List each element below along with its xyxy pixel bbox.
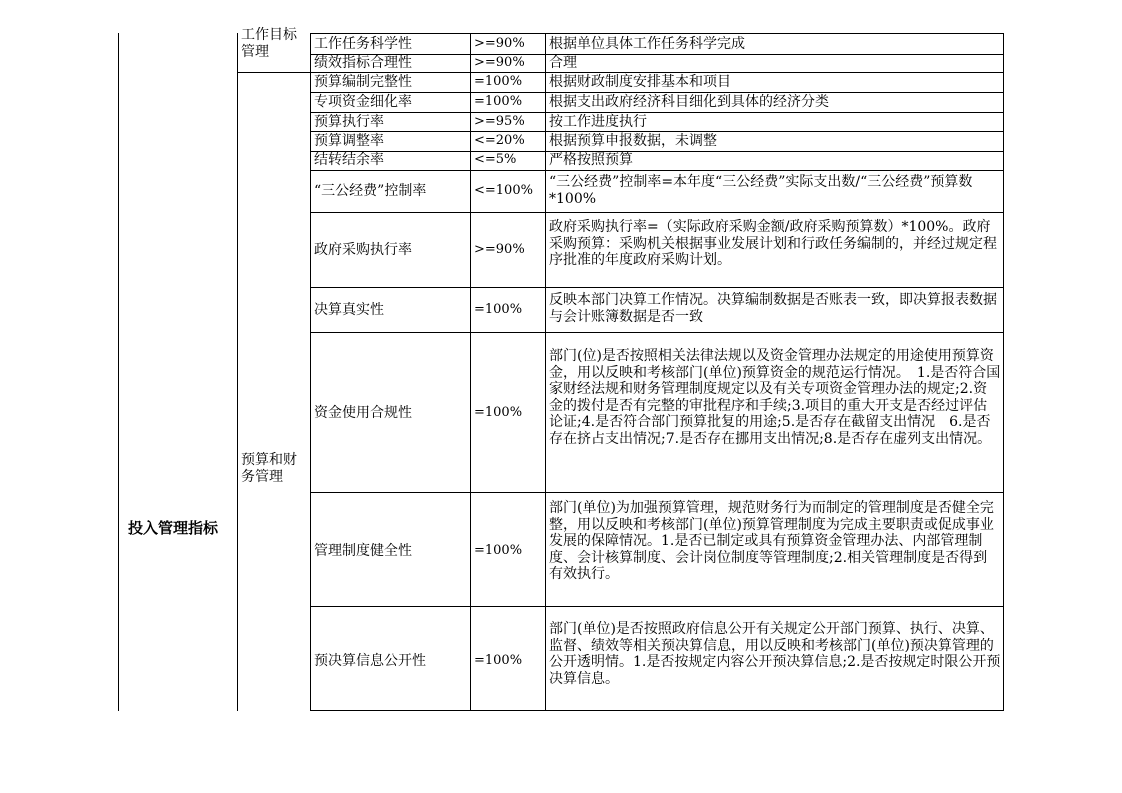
group-label-work-target: 工作目标管理 <box>241 27 297 60</box>
table-row-9-name: 决算真实性 <box>314 302 384 318</box>
row-line <box>310 112 1004 113</box>
row-line <box>310 332 1004 333</box>
table-row-1-name: 绩效指标合理性 <box>314 55 412 71</box>
table-row-7-desc: “三公经费”控制率=本年度“三公经费”实际支出数/“三公经费”预算数*100% <box>549 174 973 207</box>
table-row-0-desc: 根据单位具体工作任务科学完成 <box>549 36 745 52</box>
table-row-1-standard: >=90% <box>474 55 525 70</box>
table-row-4-name: 预算执行率 <box>314 114 384 130</box>
table-row-10-desc: 部门(位)是否按照相关法律法规以及资金管理办法规定的用途使用预算资金，用以反映和考核部门(单位)预算资金的规范运行情况。 1.是否符合国家财经法规和财务管理制度规定以及有关专项资金管理办法的规定;2.资金的拨付是否有完整的审批程序和手续;3.项目的重大开支是否经过评估论证;4.是否符合部门预算批复的用途;5.是否存在截留支出情况 6.是否存在挤占支出情况;7.是否存在挪用支出情况;8.是否存在虚列支出情况。 <box>549 348 1001 447</box>
table-border-right <box>1003 33 1004 711</box>
row-line <box>310 287 1004 288</box>
table-row-2-standard: =100% <box>474 74 523 89</box>
table-row-0-standard: >=90% <box>474 36 525 51</box>
name-divider <box>470 33 471 711</box>
table-row-5-name: 预算调整率 <box>314 133 384 149</box>
row-line <box>310 492 1004 493</box>
table-border-left <box>118 33 119 711</box>
table-row-11-desc: 部门(单位)为加强预算管理，规范财务行为而制定的管理制度是否健全完整，用以反映和考核部门(单位)预算管理制度为完成主要职责或促成事业发展的保障情况。1.是否已制定或具有预算资金管理办法、内部管理制度、会计核算制度、会计岗位制度等管理制度;2.相关管理制度是否得到有效执行。 <box>549 500 994 582</box>
table-row-0-name: 工作任务科学性 <box>314 36 412 52</box>
table-row-10-standard: =100% <box>474 405 523 420</box>
level1-label: 投入管理指标 <box>128 519 219 537</box>
table-row-5-standard: <=20% <box>474 133 525 148</box>
table-row-12-standard: =100% <box>474 653 523 668</box>
table-row-4-desc: 按工作进度执行 <box>549 114 647 130</box>
row-line <box>310 606 1004 607</box>
table-row-6-desc: 严格按照预算 <box>549 152 633 168</box>
table-row-8-desc: 政府采购执行率=（实际政府采购金额/政府采购预算数）*100%。政府采购预算：采购机关根据事业发展计划和行政任务编制的，并经过规定程序批准的年度政府采购计划。 <box>549 219 997 268</box>
row-line <box>310 92 1004 93</box>
table-row-9-desc: 反映本部门决算工作情况。决算编制数据是否账表一致，即决算报表数据与会计账簿数据是否一致 <box>549 292 997 325</box>
group-divider <box>310 33 311 711</box>
table-row-12-name: 预决算信息公开性 <box>314 653 426 669</box>
table-row-11-name: 管理制度健全性 <box>314 543 412 559</box>
group-label-budget-finance: 预算和财务管理 <box>241 452 297 485</box>
table-row-11-standard: =100% <box>474 543 523 558</box>
row-line <box>310 170 1004 171</box>
table-border-bottom <box>310 710 1004 711</box>
standard-divider <box>545 33 546 711</box>
group-line <box>237 72 1004 73</box>
table-row-8-standard: >=90% <box>474 242 525 257</box>
level1-divider <box>237 33 238 711</box>
table-row-12-desc: 部门(单位)是否按照政府信息公开有关规定公开部门预算、执行、决算、监督、绩效等相关预决算信息，用以反映和考核部门(单位)预决算管理的公开透明情。1.是否按规定内容公开预决算信息;2.是否按规定时限公开预决算信息。 <box>549 621 1001 687</box>
table-row-7-name: “三公经费”控制率 <box>314 183 427 199</box>
table-row-6-standard: <=5% <box>474 152 517 167</box>
table-row-3-desc: 根据支出政府经济科目细化到具体的经济分类 <box>549 94 829 110</box>
table-row-4-standard: >=95% <box>474 114 525 129</box>
table-row-10-name: 资金使用合规性 <box>314 405 412 421</box>
table-row-7-standard: <=100% <box>474 183 533 198</box>
row-line <box>310 212 1004 213</box>
table-row-1-desc: 合理 <box>549 55 577 71</box>
table-row-2-name: 预算编制完整性 <box>314 74 412 90</box>
table-row-3-name: 专项资金细化率 <box>314 94 412 110</box>
row-line <box>310 33 1004 34</box>
table-row-6-name: 结转结余率 <box>314 152 384 168</box>
table-row-8-name: 政府采购执行率 <box>314 242 412 258</box>
table-row-5-desc: 根据预算申报数据，未调整 <box>549 133 717 149</box>
table-row-3-standard: =100% <box>474 94 523 109</box>
table-row-2-desc: 根据财政制度安排基本和项目 <box>549 74 731 90</box>
table-row-9-standard: =100% <box>474 302 523 317</box>
row-line <box>310 131 1004 132</box>
